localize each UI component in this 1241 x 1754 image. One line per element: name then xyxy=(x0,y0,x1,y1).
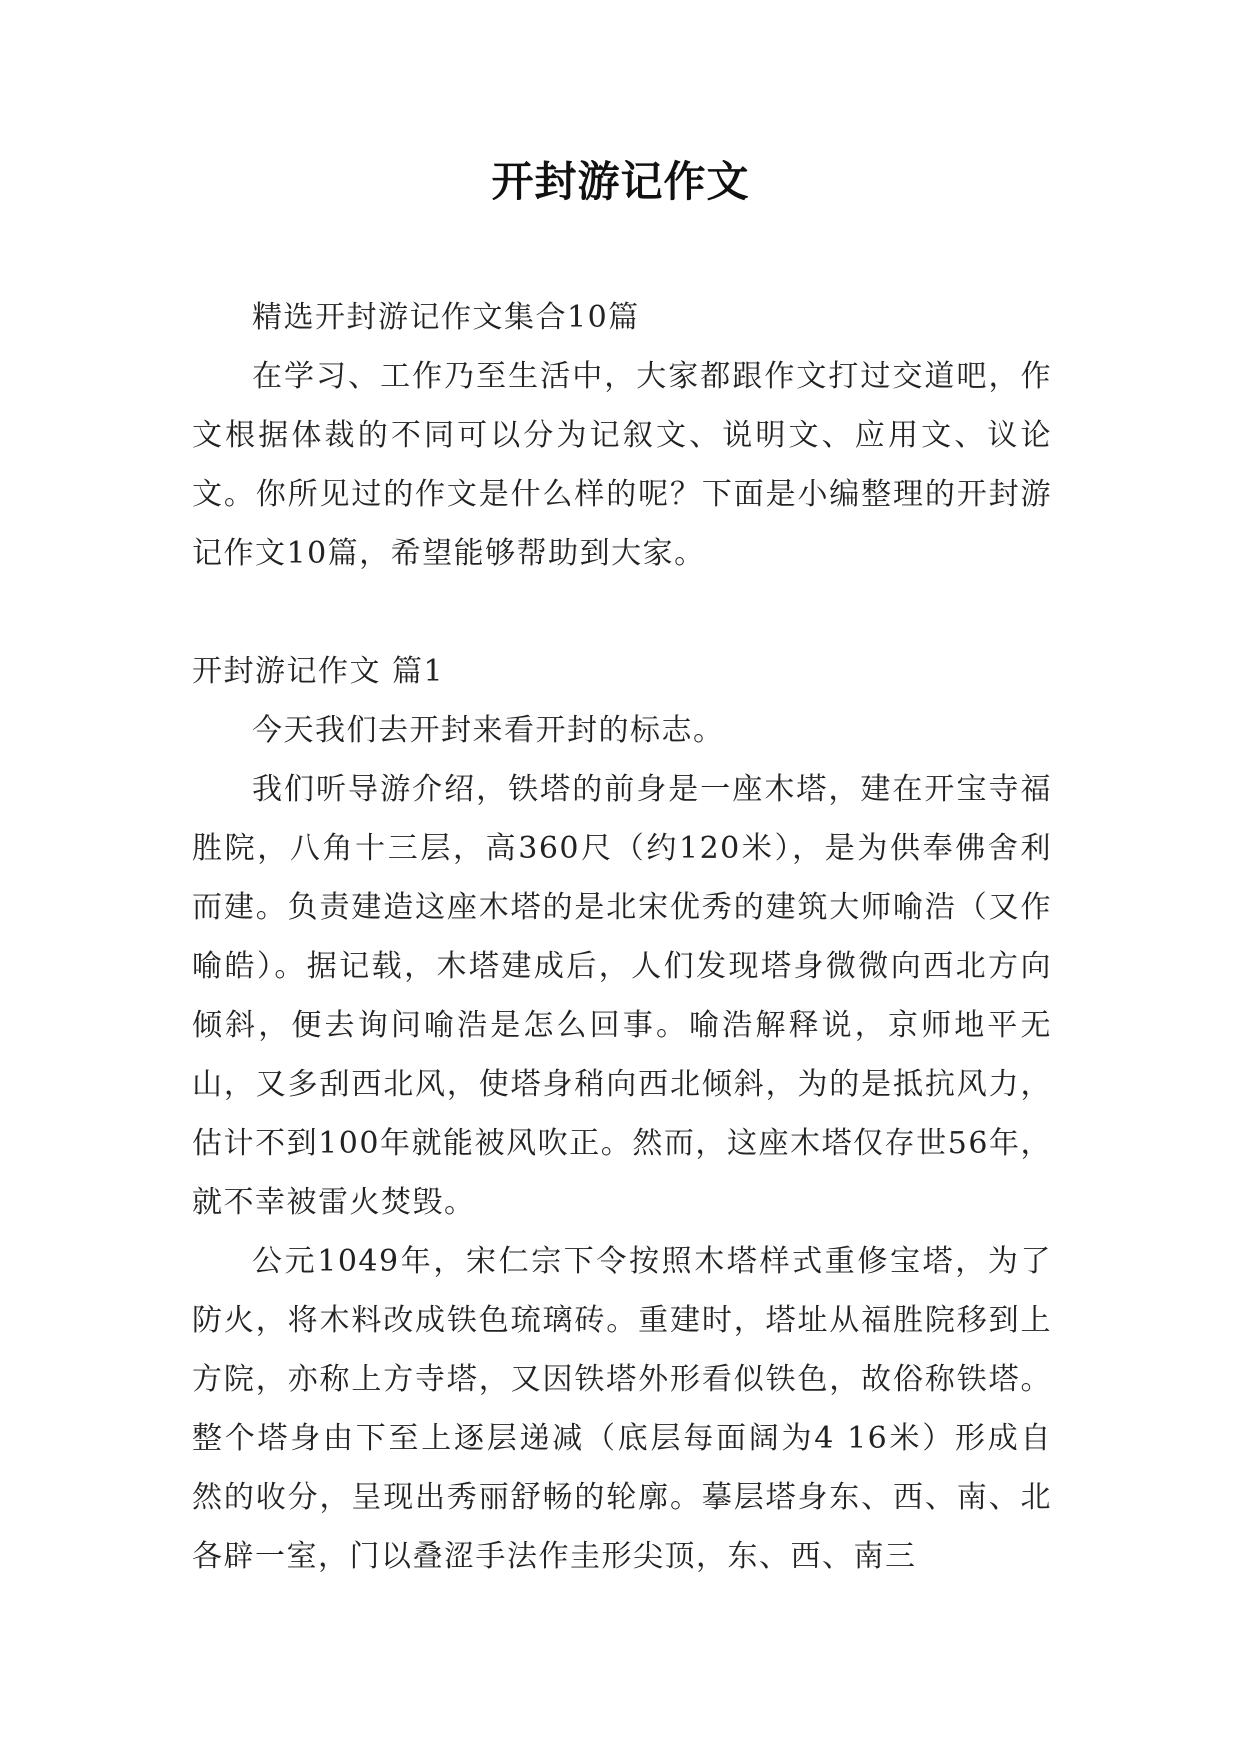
document-title: 开封游记作文 xyxy=(491,157,750,206)
body-paragraph-3: 公元1049年，宋仁宗下令按照木塔样式重修宝塔，为了防火，将木料改成铁色琉璃砖。重建时，塔址从福胜院移到上方院，亦称上方寺塔，又因铁塔外形看似铁色，故俗称铁塔。整个塔身由下至上逐层递减（底层每面阔为4 16米）形成自然的收分，呈现出秀丽舒畅的轮廓。摹层塔身东、西、南、北各辟一室，门以叠涩手法作圭形尖顶，东、西、南三 xyxy=(192,1244,1052,1574)
body-paragraph-2: 我们听导游介绍，铁塔的前身是一座木塔，建在开宝寺福胜院，八角十三层，高360尺（约120米），是为供奉佛舍利而建。负责建造这座木塔的是北宋优秀的建筑大师喻浩（又作喻皓）。据记载，木塔建成后，人们发现塔身微微向西北方向倾斜，便去询问喻浩是怎么回事。喻浩解释说，京师地平无山，又多刮西北风，使塔身稍向西北倾斜，为的是抵抗风力，估计不到100年就能被风吹正。然而，这座木塔仅存世56年，就不幸被雷火焚毁。 xyxy=(192,772,1052,1220)
section-heading: 开封游记作文 篇1 xyxy=(192,654,445,689)
document-body xyxy=(192,288,1052,1586)
body-paragraph-1: 今天我们去开封来看开封的标志。 xyxy=(252,713,725,748)
subtitle-line: 精选开封游记作文集合10篇 xyxy=(252,300,640,335)
intro-paragraph: 在学习、工作乃至生活中，大家都跟作文打过交道吧，作文根据体裁的不同可以分为记叙文、说明文、应用文、议论文。你所见过的作文是什么样的呢？下面是小编整理的开封游记作文10篇，希望能够帮助到大家。 xyxy=(192,359,1052,571)
paragraph-gap xyxy=(192,583,1052,642)
